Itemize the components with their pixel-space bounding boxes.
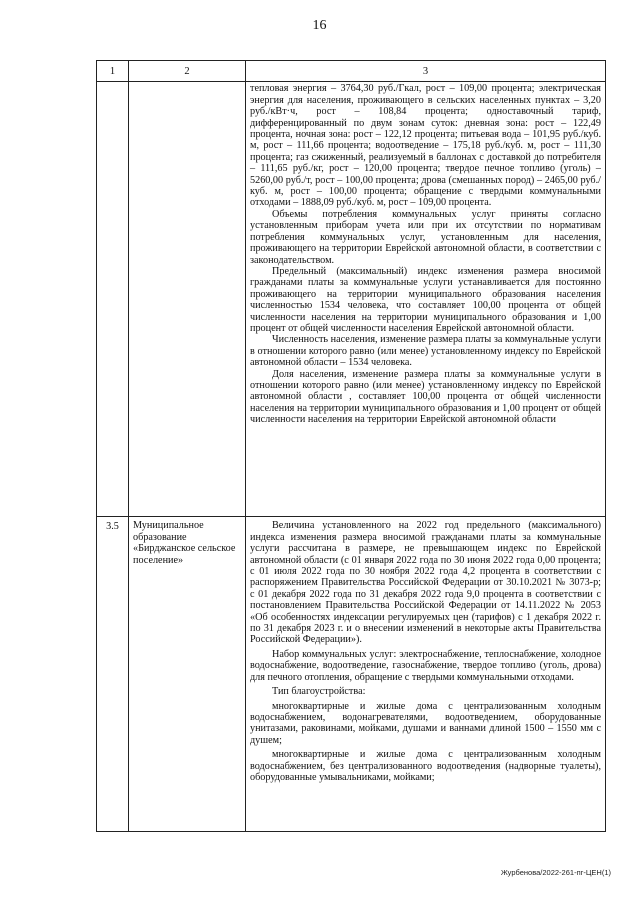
document-footer-code: Журбенова/2022-261-пг-ЦЕН(1) [500,868,611,877]
page-number: 16 [312,18,327,33]
utility-set-paragraph: Набор коммунальных услуг: электроснабжение, теплоснабжение, холодное водоснабжение, водоотведение, газоснабжение, твердое топливо (уголь, дрова) для печного отопления, обращение с твердыми коммунальными отходами. [250,648,601,683]
improvement-type-heading: Тип благоустройства: [272,686,366,698]
improvement-type-1-paragraph: многоквартирные и жилые дома с централизованным холодным водоснабжением, водонагревателями, водоотведением, оборудованные унитазами, раковинами, мойками, душами и ваннами длиной 1500 – 1550 мм с душем; [250,700,601,746]
row1-number-cell [97,82,129,517]
table-row [97,82,606,517]
header-col-2: 2 [129,61,246,82]
row2-text-cell [246,517,606,832]
row1-name-cell [129,82,246,517]
header-col-1: 1 [97,61,129,82]
index-value-paragraph: Величина установленного на 2022 год предельного (максимального) индекса изменения размера вносимой гражданами платы за коммунальные услуги рассчитана в размере, не превышающем индекс по Еврейской автономной области (с 01 января 2022 года по 30 июня 2022 года 0,00 процента; с 01 июля 2022 года по 30 ноября 2022 года 4,2 процента в соответствии с распоряжением Правительства Российской Федерации от 30.10.2021 № 3073-р; с 01 декабря 2022 года по 31 декабря 2022 года 9,0 процента в соответствии с постановлением Правительства Российской Федерации от 14.11.2022 № 2053 «Об особенностях индексации регулируемых цен (тарифов) с 1 декабря 2022 г. по 31 декабря 2023 г. и о внесении изменений в некоторые акты Правительства Российской Федерации»). [250,520,601,646]
document-table [96,60,606,832]
tariff-paragraph: тепловая энергия – 3764,30 руб./Гкал, рост – 109,00 процента; электрическая энергия для населения, проживающего в сельских населенных пунктах – 3,20 руб./кВт·ч, рост – 108,84 процента; одноставочный тариф, дифференцированный по двум зонам суток: дневная зона: рост – 122,49 процента, ночная зона: рост – 122,12 процента; питьевая вода – 101,95 руб./куб. м, рост – 111,66 процента; водоотведение – 175,18 руб./куб. м, рост – 111,30 процента; газ сжиженный, реализуемый в баллонах с доставкой до потребителя – 111,65 руб./кг, рост – 120,00 процента; твердое печное топливо (уголь) – 5260,00 руб./т, рост – 100,00 процента; дрова (смешанных пород) – 2465,00 руб./куб. м, рост – 100,00 процента; обращение с твердыми коммунальными отходами – 1888,09 руб./куб. м, рост – 109,00 процента. [250,83,601,209]
population-share-paragraph: Доля населения, изменение размера платы за коммунальные услуги в отношении которого равно (или менее) установленному индексу по Еврейской автономной области , составляет 100,00 процента от общей численности населения на территории муниципального образования и 1,00 процент от общей численности населения на территории Еврейской автономной области [250,368,601,426]
consumption-volume-paragraph: Объемы потребления коммунальных услуг приняты согласно установленным приборам учета или при их отсутствии по нормативам потребления коммунальных услуг, установленным для населения, проживающего на территории Еврейской автономной области, в соответствии с законодательством. [250,208,601,266]
table-row [97,517,606,832]
header-col-3: 3 [246,61,606,82]
improvement-type-2-paragraph: многоквартирные и жилые дома с централизованным холодным водоснабжением, без централизованного водоотведения (надворные туалеты), оборудованные умывальниками, мойками; [250,749,601,783]
table-header-row [97,61,606,82]
row2-name-cell: Муниципальное образование «Бирджанское сельское поселение» [129,517,246,832]
row1-text-cell [246,82,606,517]
max-index-paragraph: Предельный (максимальный) индекс изменения размера вносимой гражданами платы за коммунальные услуги устанавливается для постоянно проживающего на территории муниципального образования населения численностью 1534 человека, что составляет 100,00 процента от общей численности населения на территории муниципального образования и 1,00 процент от общей численности населения Еврейской автономной области. [250,265,601,334]
population-count-paragraph: Численность населения, изменение размера платы за коммунальные услуги в отношении которого равно (или менее) установленному индексу по Еврейской автономной области – 1534 человека. [250,334,601,369]
row2-number-cell: 3.5 [97,517,129,832]
